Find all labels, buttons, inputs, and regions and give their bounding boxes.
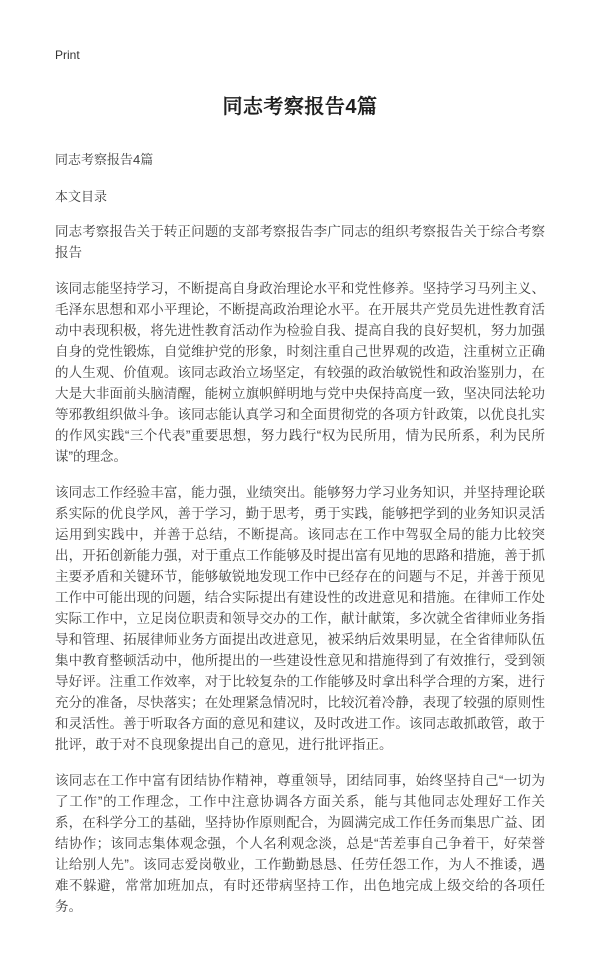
page-title: 同志考察报告4篇 <box>222 96 378 118</box>
toc-label: 本文目录 <box>55 189 108 204</box>
paragraph-work-experience: 该同志工作经验丰富，能力强，业绩突出。能够努力学习业务知识，并坚持理论联系实际的优良学风，善于学习，勤于思考，勇于实践，能够把学到的业务知识灵活运用到实践中，并善于总结，不断提高。该同志在工作中驾驭全局的能力比较突出，开拓创新能力强，对于重点工作能够及时提出富有见地的思路和措施，善于抓主要矛盾和关键环节，能够敏锐地发现工作中已经存在的问题与不足，并善于预见工作中可能出现的问题，结合实际提出有建设性的改进意见和措施。在律师工作处实际工作中，立足岗位职责和领导交办的工作，献计献策，多次就全省律师业务指导和管理、拓展律师业务方面提出改进意见，被采纳后效果明显，在全省律师队伍集中教育整顿活动中，他所提出的一些建设性意见和措施得到了有效推行，受到领导好评。注重工作效率，对于比较复杂的工作能够及时拿出科学合理的方案，进行充分的准备，尽快落实；在处理紧急情况时，比较沉着冷静，表现了较强的原则性和灵活性。善于听取各方面的意见和建议，及时改进工作。该同志敢抓敢管，敢于批评，敢于对不良现象提出自己的意见，进行批评指正。 <box>55 485 545 752</box>
toc-entries: 同志考察报告关于转正问题的支部考察报告李广同志的组织考察报告关于综合考察报告 <box>55 224 545 260</box>
paragraph-teamwork: 该同志在工作中富有团结协作精神，尊重领导，团结同事，始终坚持自己“一切为了工作”的工作理念，工作中注意协调各方面关系，能与其他同志处理好工作关系，在科学分工的基础，坚持协作原则配合，为圆满完成工作任务而集思广益、团结协作；该同志集体观念强，个人名利观念淡，总是“苦差事自己争着干，好荣誉让给别人先”。该同志爱岗敬业，工作勤勤恳恳、任劳任怨工作，为人不推诿，遇难不躲避，常常加班加点，有时还带病坚持工作，出色地完成上级交给的各项任务。 <box>55 773 545 914</box>
document-subtitle: 同志考察报告4篇 <box>55 152 154 167</box>
paragraph-political: 该同志能坚持学习，不断提高自身政治理论水平和党性修养。坚持学习马列主义、毛泽东思想和邓小平理论，不断提高政治理论水平。在开展共产党员先进性教育活动中表现积极，将先进性教育活动作为检验自我、提高自我的良好契机，努力加强自身的党性锻炼，自觉维护党的形象，时刻注重自己世界观的改造，注重树立正确的人生观、价值观。该同志政治立场坚定，有较强的政治敏锐性和政治鉴别力，在大是大非面前头脑清醒，能树立旗帜鲜明地与党中央保持高度一致，坚决同法轮功等邪教组织做斗争。该同志能认真学习和全面贯彻党的各项方针政策，以优良扎实的作风实践“三个代表”重要思想，努力践行“权为民所用，情为民所系，利为民所谋”的理念。 <box>55 281 545 464</box>
print-link[interactable]: Print <box>55 48 80 62</box>
